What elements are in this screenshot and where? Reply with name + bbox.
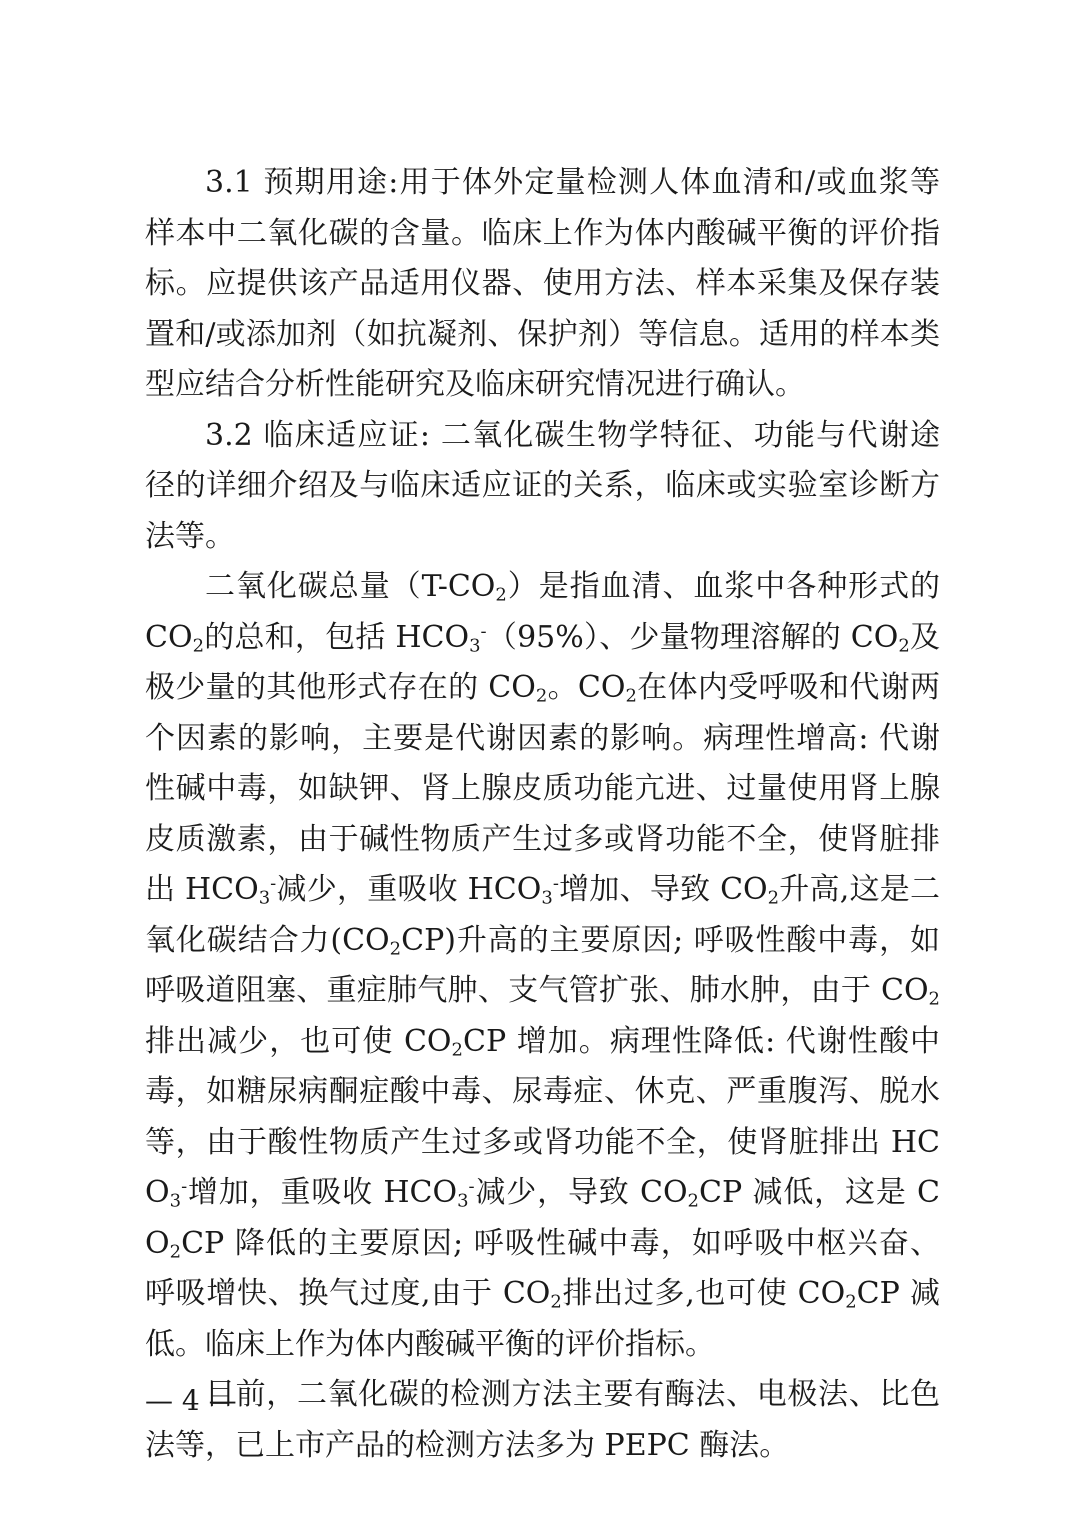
subscript: 2 xyxy=(898,635,910,656)
text-run: CP 减低。临床上作为体内酸碱平衡的评价指标。 xyxy=(145,1276,940,1362)
subscript: 3 xyxy=(258,887,271,909)
text-run: CP)升高的主要原因; 呼吸性酸中毒，如呼吸道阻塞、重症肺气肿、支气管扩张、肺水肿，由于 CO xyxy=(145,922,940,1008)
text-run: 3.2 临床适应证: 二氧化碳生物学特征、功能与代谢途径的详细介绍及与临床适应证的关系，临床或实验室诊断方法等。 xyxy=(145,417,940,554)
text-run: 增加，重吸收 HCO xyxy=(187,1175,458,1210)
para-total-co2 xyxy=(145,562,940,1370)
text-run: ）是指血清、血浆中各种形式的 CO xyxy=(145,569,941,655)
para-3-2-clinical-indication xyxy=(145,411,940,563)
subscript: 2 xyxy=(535,685,548,707)
subscript: 2 xyxy=(192,635,205,656)
superscript: - xyxy=(480,620,487,642)
subscript: 2 xyxy=(845,1291,857,1313)
text-run: 二氧化碳总量（T-CO xyxy=(205,569,496,604)
subscript: 2 xyxy=(625,685,637,707)
subscript: 3 xyxy=(457,1190,469,1212)
text-run: 排出过多,也可使 CO xyxy=(561,1276,846,1311)
subscript: 2 xyxy=(550,1291,562,1313)
subscript: 3 xyxy=(469,635,481,656)
superscript: - xyxy=(270,873,277,895)
subscript: 2 xyxy=(687,1190,699,1212)
text-run: 在体内受呼吸和代谢两个因素的影响，主要是代谢因素的影响。病理性增高: 代谢性碱中毒，如缺钾、肾上腺皮质功能亢进、过量使用肾上腺皮质激素，由于碱性物质产生过多或肾功能不全，使肾脏排出 HCO xyxy=(145,670,940,907)
text-run: 。CO xyxy=(547,670,626,705)
subscript: 2 xyxy=(767,887,780,909)
text-run: 3.1 预期用途:用于体外定量检测人体血清和/或血浆等样本中二氧化碳的含量。临床上作为体内酸碱平衡的评价指标。应提供该产品适用仪器、使用方法、样本采集及保存装置和/或添加剂（如抗凝剂、保护剂）等信息。适用的样本类型应结合分析性能研究及临床研究情况进行确认。 xyxy=(145,165,940,402)
body-text xyxy=(145,158,940,1471)
text-run: 减少，导致 CO xyxy=(474,1175,688,1210)
para-detection-methods xyxy=(145,1370,940,1471)
subscript: 2 xyxy=(495,584,507,606)
subscript: 2 xyxy=(169,1241,182,1262)
text-run: CP 减低，这是 CO xyxy=(145,1175,940,1261)
text-run: CP 降低的主要原因; 呼吸性碱中毒，如呼吸中枢兴奋、呼吸增快、换气过度,由于 CO xyxy=(145,1225,940,1311)
text-run: 增加、导致 CO xyxy=(558,872,768,907)
para-3-1-intended-use xyxy=(145,158,940,411)
superscript: - xyxy=(552,873,559,895)
subscript: 3 xyxy=(169,1190,182,1212)
text-run: （95%）、少量物理溶解的 CO xyxy=(486,619,899,655)
text-run: 目前，二氧化碳的检测方法主要有酶法、电极法、比色法等，已上市产品的检测方法多为 PEPC 酶法。 xyxy=(145,1377,940,1463)
text-run: CP 增加。病理性降低: 代谢性酸中毒，如糖尿病酮症酸中毒、尿毒症、休克、严重腹泻、脱水等，由于酸性物质产生过多或肾功能不全，使肾脏排出 HCO xyxy=(145,1023,940,1210)
subscript: 2 xyxy=(928,988,940,1010)
superscript: - xyxy=(468,1176,475,1198)
subscript: 2 xyxy=(451,1039,463,1060)
text-run: 升高,这是二氧化碳结合力(CO xyxy=(145,872,941,958)
subscript: 3 xyxy=(541,887,553,909)
text-run: 及极少量的其他形式存在的 CO xyxy=(145,619,941,705)
text-run: 排出减少，也可使 CO xyxy=(145,1023,452,1059)
page-number: — 4 — xyxy=(145,1384,237,1417)
superscript: - xyxy=(181,1176,188,1198)
text-run: 减少，重吸收 HCO xyxy=(276,872,542,907)
subscript: 2 xyxy=(389,938,402,959)
text-run: 的总和，包括 HCO xyxy=(204,619,470,655)
